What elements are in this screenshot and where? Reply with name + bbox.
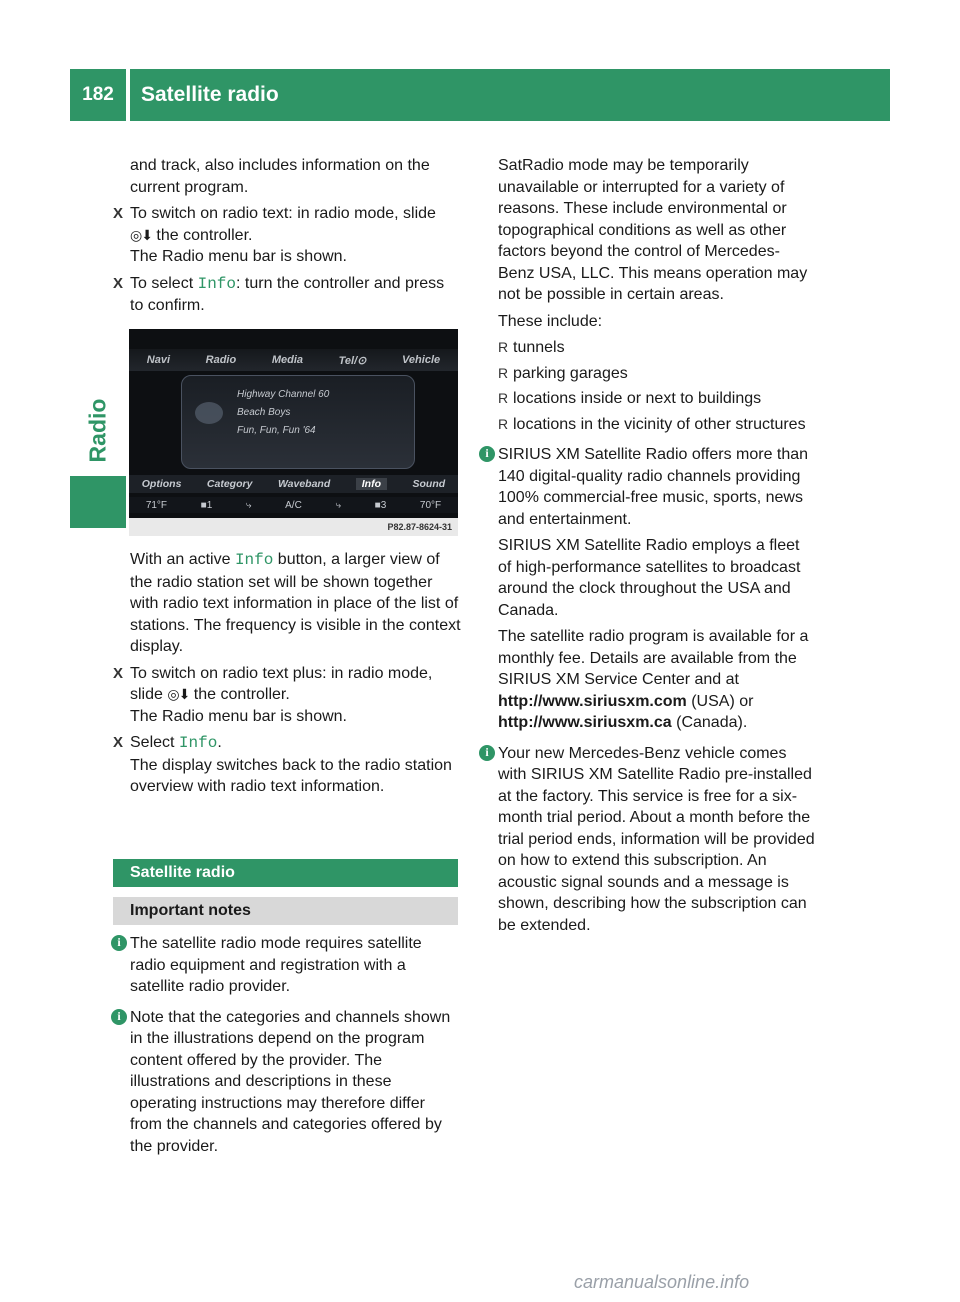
- list-item: [481, 363, 816, 385]
- page-number: 182: [82, 84, 114, 105]
- list-item-text: locations inside or next to buildings: [513, 390, 762, 407]
- list-item: [481, 337, 816, 359]
- step-select-info: [113, 273, 461, 317]
- list-item-text: parking garages: [513, 364, 628, 382]
- step-result: The Radio menu bar is shown.: [130, 707, 347, 725]
- side-tab-label: Radio: [84, 398, 111, 462]
- step-result: The display switches back to the radio station overview with radio text information.: [130, 756, 452, 795]
- left-notes: [113, 933, 461, 1166]
- siriusxm-ca-link[interactable]: http://www.siriusxm.ca: [498, 714, 672, 731]
- bullet-icon: R: [498, 339, 509, 355]
- bullet-icon: R: [498, 415, 509, 432]
- step-text: .: [217, 734, 222, 751]
- step-arrow-icon: X: [113, 274, 124, 292]
- step-select-info-2: [113, 732, 461, 798]
- info-icon: i: [111, 935, 127, 951]
- screen-top-menu: [129, 349, 458, 371]
- info-note-sirius: [481, 444, 816, 734]
- list-item-text: locations in the vicinity of other structures: [513, 415, 806, 433]
- step-text: To switch on radio text: in radio mode, slide: [130, 205, 436, 222]
- header-divider: [126, 69, 130, 121]
- air-flow-left-icon: ⤷: [245, 499, 252, 511]
- screen-climate-bar: [129, 497, 458, 513]
- climate-right-temp: 70°F: [419, 499, 442, 511]
- climate-left-temp: 71°F: [145, 499, 168, 511]
- controller-slide-icon: ◎⬇: [130, 226, 152, 243]
- step-text: : turn the controller and press to confirm.: [130, 274, 445, 314]
- list-item: [481, 388, 816, 410]
- these-include-text: These include:: [498, 312, 603, 330]
- climate-ac: A/C: [285, 499, 302, 511]
- step-text: the controller.: [151, 226, 253, 244]
- menu-item-tel: Tel/⊙: [338, 354, 367, 367]
- bullet-icon: R: [498, 364, 509, 381]
- bottom-item-waveband: Waveband: [277, 478, 331, 490]
- section-heading-important-notes: Important notes: [113, 897, 458, 925]
- intro-text: and track, also includes information on the current program.: [130, 157, 430, 196]
- bottom-item-sound: Sound: [412, 478, 446, 490]
- info-icon: i: [479, 745, 495, 761]
- list-item-text: tunnels: [513, 339, 565, 356]
- step-arrow-icon: X: [113, 664, 124, 682]
- note-text: SIRIUS XM Satellite Radio employs a fleet of high-performance satellites to broadcast around the clock throughout the USA and Canada.: [498, 537, 801, 619]
- note-text-subscription: The satellite radio program is available for a monthly fee. Details are available from the SIRIUS XM Service Center and at http://www.siriusxm.com (USA) or http://www.siriusxm.ca (Canada).: [498, 628, 809, 731]
- availability-text: SatRadio mode may be temporarily unavailable or interrupted for a variety of reasons. These include environmental or topographical conditions as well as other factors beyond the control of Mercedes-Benz USA, LLC. This means operation may not be possible in certain areas.: [498, 157, 808, 303]
- info-note-trial: [481, 743, 816, 937]
- siriusxm-com-link[interactable]: http://www.siriusxm.com: [498, 692, 687, 710]
- menu-item-navi: Navi: [146, 354, 171, 366]
- step-result: The Radio menu bar is shown.: [130, 248, 347, 265]
- radio-screen-illustration: [129, 329, 458, 536]
- menu-item-radio: Radio: [205, 354, 237, 366]
- bottom-item-info: Info: [356, 478, 387, 490]
- left-column-lower: [113, 549, 461, 803]
- step-arrow-icon: X: [113, 205, 124, 222]
- step-text: To switch on radio text plus: in radio mode, slide: [130, 664, 433, 703]
- step-text: the controller.: [189, 686, 290, 703]
- para-text: With an active: [130, 551, 235, 568]
- bottom-item-category: Category: [206, 478, 253, 490]
- info-code: Info: [197, 274, 236, 293]
- station-line-title: Fun, Fun, Fun '64: [237, 425, 316, 436]
- info-note: [113, 933, 461, 998]
- list-item: [481, 414, 816, 436]
- left-column: [113, 155, 461, 322]
- station-logo-icon: [195, 402, 223, 424]
- station-line-channel: Highway Channel 60: [237, 389, 330, 400]
- step-text: Select: [130, 734, 179, 751]
- info-view-description: [113, 549, 461, 658]
- station-line-artist: Beach Boys: [237, 407, 291, 418]
- step-radio-text: [113, 203, 461, 268]
- info-code: Info: [234, 551, 274, 569]
- seat-heat-right-icon: ■3: [374, 499, 387, 511]
- note-text: Your new Mercedes-Benz vehicle comes with SIRIUS XM Satellite Radio pre-installed at the factory. This service is free for a six-month trial period. About a month before the trial period ends, information will be provided on how to extend this subscription. An acoustic signal sounds and a message is shown, describing how the subscription can be extended.: [498, 744, 815, 934]
- info-code: Info: [178, 734, 218, 752]
- bottom-item-options: Options: [141, 478, 182, 490]
- note-text: The satellite radio mode requires satellite radio equipment and registration with a satellite radio provider.: [130, 935, 422, 995]
- side-tab-block: [70, 476, 126, 528]
- right-column: [481, 155, 816, 945]
- watermark: carmanualsonline.info: [574, 1272, 750, 1292]
- step-arrow-icon: X: [113, 734, 124, 751]
- note-text: SIRIUS XM Satellite Radio offers more than 140 digital-quality radio channels providing 100% commercial-free music, sports, news and entertainment.: [498, 446, 809, 528]
- info-icon: i: [479, 446, 495, 462]
- info-icon: i: [111, 1009, 127, 1025]
- bullet-icon: R: [498, 390, 509, 406]
- menu-item-vehicle: Vehicle: [402, 354, 441, 366]
- controller-slide-icon: ◎⬇: [167, 686, 190, 702]
- section-heading-satellite-radio: Satellite radio: [113, 859, 458, 887]
- step-text: To select: [130, 274, 198, 292]
- air-flow-right-icon: ⤷: [335, 499, 342, 511]
- step-radio-text-plus: [113, 663, 461, 728]
- menu-item-media: Media: [271, 354, 304, 366]
- figure-code: P82.87-8624-31: [129, 518, 458, 536]
- page-title: Satellite radio: [141, 83, 279, 106]
- info-note: [113, 1007, 461, 1158]
- para-text: button, a larger view of the radio station set will be shown together with radio text information in place of the list of stations. The frequency is visible in the context display.: [130, 551, 461, 655]
- note-text: Note that the categories and channels shown in the illustrations depend on the program content offered by the provider. The illustrations and descriptions in these operating instructions may therefore differ from the channels and categories offered by the provider.: [130, 1008, 451, 1155]
- screen-bottom-bar: [129, 475, 458, 493]
- seat-heat-left-icon: ■1: [200, 499, 213, 511]
- side-tab-label-wrap: [70, 390, 126, 470]
